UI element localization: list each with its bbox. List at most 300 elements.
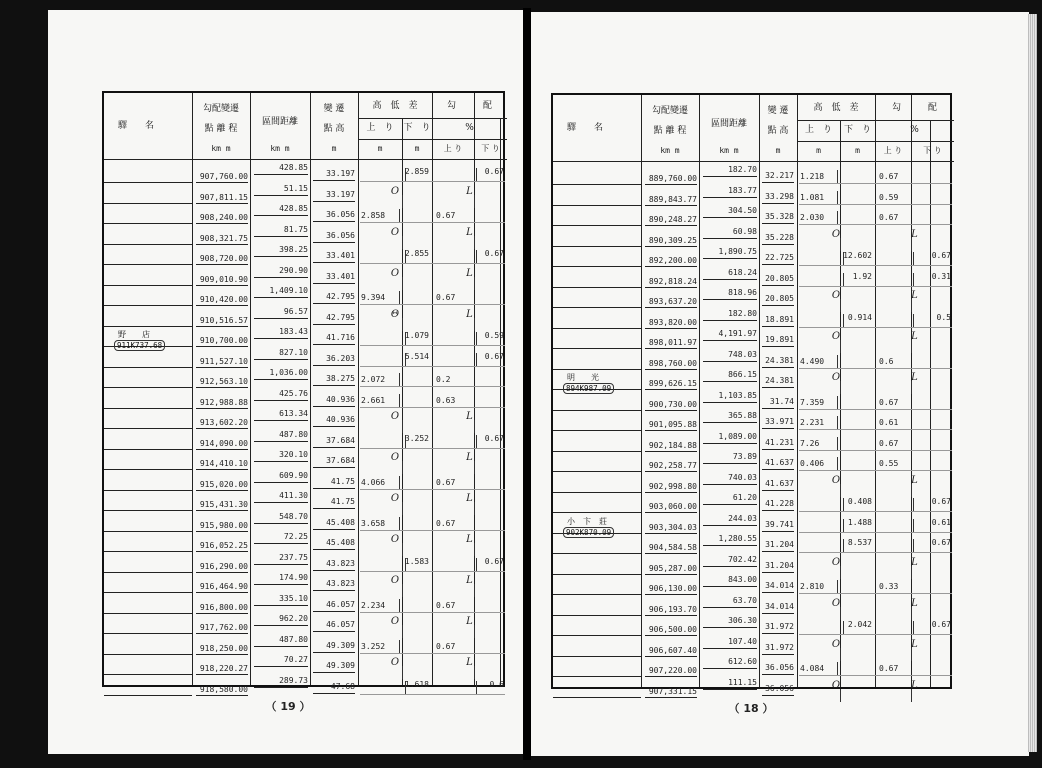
elevation-value: 43.823 <box>326 579 355 588</box>
interval-value: 237.75 <box>279 552 308 562</box>
up-gradient-value: 0.2 <box>436 375 451 384</box>
interval-value: 73.89 <box>732 452 757 461</box>
gradient-point-value: 892,200.00 <box>648 256 697 265</box>
diff-underline <box>799 265 952 266</box>
interval-underline <box>254 666 308 667</box>
divider-tick <box>399 373 400 386</box>
column-line <box>310 93 311 685</box>
down-diff-value: 8.537 <box>847 538 872 547</box>
divider-tick <box>840 299 841 312</box>
elevation-underline <box>313 672 355 673</box>
interval-value: 183.77 <box>728 185 757 195</box>
point-underline <box>645 389 697 390</box>
divider-tick <box>837 396 838 409</box>
elevation-value: 31.74 <box>769 396 794 406</box>
up-diff-value: 2.661 <box>361 395 386 405</box>
down-diff-value: 1.079 <box>404 331 429 340</box>
elevation-underline <box>762 654 794 655</box>
station-row-line <box>104 449 192 450</box>
diff-underline <box>360 366 505 367</box>
interval-underline <box>254 482 308 483</box>
gradient-point-value: 907,811.15 <box>199 192 248 202</box>
interval-value: 60.98 <box>732 226 757 236</box>
level-mark: Θ <box>390 308 400 320</box>
interval-underline <box>254 502 308 503</box>
station-row-line <box>104 326 192 327</box>
interval-underline <box>254 523 308 524</box>
elevation-value: 36.056 <box>765 663 794 672</box>
divider-tick <box>405 353 406 366</box>
elevation-value: 47.68 <box>330 681 355 691</box>
elevation-value: 41.637 <box>765 458 794 467</box>
up-gradient-value: 0.67 <box>436 641 456 651</box>
interval-underline <box>254 646 308 647</box>
level-mark: O <box>390 657 400 668</box>
down-gradient-value: 0.67 <box>484 249 504 258</box>
header-line <box>797 141 954 142</box>
divider-tick <box>476 250 477 263</box>
gradient-point-value: 903,060.00 <box>648 502 697 511</box>
interval-underline <box>254 256 308 257</box>
elevation-underline <box>313 426 355 427</box>
station-row-line <box>553 594 641 595</box>
up-header: 上 り <box>366 123 394 133</box>
elevation-underline <box>313 652 355 653</box>
point-underline <box>645 656 697 657</box>
divider-tick <box>474 236 475 249</box>
elevation-value: 41.228 <box>765 499 794 508</box>
elevation-underline <box>762 613 794 614</box>
level-gradient-mark: L <box>466 267 473 279</box>
interval-underline <box>703 607 757 608</box>
divider-tick <box>399 517 400 530</box>
elevation-value: 42.795 <box>326 292 355 301</box>
interval-value: 335.10 <box>279 593 308 603</box>
diff-underline <box>360 181 505 182</box>
interval-underline <box>703 381 757 382</box>
up-gradient-value: 0.67 <box>436 518 456 528</box>
interval-value: 111.15 <box>728 677 757 687</box>
station-row-line <box>553 287 641 288</box>
page-number: （ 19 ） <box>265 700 311 713</box>
gradient-point-value: 890,309.25 <box>648 235 697 245</box>
divider-tick <box>913 519 914 532</box>
diff-underline <box>360 304 505 305</box>
elevation-value: 24.381 <box>765 376 794 385</box>
elevation-value: 31.972 <box>765 642 794 652</box>
divider-tick <box>911 566 912 579</box>
elevation-value: 31.204 <box>765 560 794 570</box>
level-mark: O <box>390 226 400 238</box>
gradient-point-value: 900,730.00 <box>648 399 697 409</box>
up-gradient-value: 0.67 <box>879 438 899 448</box>
point-underline <box>645 451 697 452</box>
level-gradient-mark: L <box>911 638 918 650</box>
point-underline <box>645 328 697 329</box>
level-gradient-mark: L <box>911 556 918 568</box>
interval-underline <box>703 422 757 423</box>
gradient-point-value: 917,762.00 <box>199 623 248 632</box>
elevation-underline <box>762 592 794 593</box>
elevation-underline <box>313 283 355 284</box>
interval-value: 612.60 <box>728 657 757 666</box>
up-diff-value: 4.490 <box>800 356 825 366</box>
up-gradient-value: 0.6 <box>879 356 894 366</box>
divider-tick <box>837 191 838 204</box>
divider-tick <box>399 291 400 304</box>
level-mark: O <box>831 228 841 240</box>
elevation-value: 46.057 <box>326 620 355 629</box>
elevation-value: 31.204 <box>765 540 794 549</box>
gradient-table-right <box>551 93 952 696</box>
up-gradient-value: 0.33 <box>879 582 899 591</box>
gradient-point-value: 916,800.00 <box>199 602 248 612</box>
down-diff-value: 0.914 <box>847 312 872 322</box>
gradient-point-value: 910,420.00 <box>199 295 248 304</box>
level-gradient-mark: L <box>911 228 918 240</box>
gradient-point-value: 904,584.58 <box>648 543 697 552</box>
up-short-label: 上 り <box>443 144 463 153</box>
point-underline <box>196 326 248 327</box>
elevation-value: 39.741 <box>765 519 794 529</box>
station-row-line <box>104 223 192 224</box>
interval-underline <box>703 504 757 505</box>
elevation-underline <box>762 285 794 286</box>
point-underline <box>196 572 248 573</box>
elevation-value: 45.408 <box>326 517 355 527</box>
gradient-point-value: 909,010.90 <box>199 274 248 284</box>
elevation-underline <box>313 549 355 550</box>
level-gradient-mark: L <box>911 679 918 691</box>
gradient-header: 勾 配 <box>446 101 492 111</box>
down-diff-value: 0.408 <box>847 497 872 506</box>
point-underline <box>645 287 697 288</box>
interval-value: 487.80 <box>279 429 308 439</box>
divider-tick <box>474 666 475 679</box>
divider-tick <box>911 689 912 702</box>
right-page <box>531 12 1029 756</box>
elevation-underline <box>313 242 355 243</box>
gradient-point-value: 898,760.00 <box>648 358 697 368</box>
divider-tick <box>837 662 838 675</box>
point-underline <box>645 246 697 247</box>
column-line <box>500 118 501 685</box>
level-mark: O <box>831 679 841 691</box>
interval-underline <box>254 687 308 688</box>
elevation-underline <box>762 490 794 491</box>
elevation-value: 41.75 <box>330 476 355 486</box>
gradient-point-value: 902,998.80 <box>648 481 697 491</box>
interval-header: 區間距離 <box>710 119 747 129</box>
book-spine <box>523 8 531 760</box>
divider-tick <box>843 273 844 286</box>
elevation-underline <box>313 529 355 530</box>
interval-underline <box>703 320 757 321</box>
divider-tick <box>399 209 400 222</box>
elevation-value: 43.823 <box>326 558 355 568</box>
point-underline <box>645 512 697 513</box>
up-diff-value: 1.218 <box>800 172 825 181</box>
station-row-line <box>553 512 641 513</box>
up-gradient-value: 0.67 <box>436 477 456 487</box>
divider-tick <box>474 195 475 208</box>
gradient-point-value: 889,760.00 <box>648 174 697 183</box>
divider-tick <box>476 681 477 694</box>
interval-underline <box>703 689 757 690</box>
gradient-point-value: 890,248.27 <box>648 215 697 224</box>
interval-value: 61.20 <box>732 493 757 502</box>
station-row-line <box>104 551 192 552</box>
divider-tick <box>843 314 844 327</box>
elevation-underline <box>313 262 355 263</box>
divider-tick <box>840 566 841 579</box>
elevation-underline <box>762 387 794 388</box>
elevation-value: 42.795 <box>326 312 355 322</box>
point-underline <box>196 654 248 655</box>
station-row-line <box>553 225 641 226</box>
divider-tick <box>474 543 475 556</box>
station-row-line <box>104 490 192 491</box>
up-gradient-value: 0.67 <box>879 213 899 222</box>
elevation-value: 45.408 <box>326 538 355 547</box>
station-row-line <box>553 656 641 657</box>
column-line <box>759 95 760 687</box>
up-diff-value: 0.406 <box>800 459 825 468</box>
unit-label: m <box>775 146 781 155</box>
diff-underline <box>360 345 505 346</box>
level-gradient-mark: L <box>466 226 473 238</box>
interval-value: 827.10 <box>279 347 308 357</box>
divider-tick <box>402 195 403 208</box>
interval-underline <box>254 277 308 278</box>
point-underline <box>196 531 248 532</box>
down-gradient-value: 0.67 <box>484 351 504 361</box>
gradient-point-value: 910,516.57 <box>199 315 248 325</box>
diff-underline <box>799 532 952 533</box>
interval-underline <box>254 461 308 462</box>
interval-value: 428.85 <box>279 204 308 213</box>
divider-tick <box>399 394 400 407</box>
point-underline <box>645 205 697 206</box>
elevation-underline <box>762 428 794 429</box>
elevation-value: 33.197 <box>326 189 355 199</box>
gradient-point-value: 916,290.00 <box>199 561 248 571</box>
elevation-value: 34.014 <box>765 581 794 590</box>
level-gradient-mark: L <box>911 372 918 383</box>
divider-tick <box>402 236 403 249</box>
gradient-point-value: 907,331.15 <box>648 686 697 696</box>
down-diff-value: 1.488 <box>847 517 872 527</box>
divider-tick <box>913 621 914 634</box>
gradient-point-value: 914,410.10 <box>199 459 248 468</box>
interval-underline <box>254 297 308 298</box>
divider-tick <box>405 435 406 448</box>
divider-tick <box>843 498 844 511</box>
elevation-underline <box>313 631 355 632</box>
column-line <box>358 93 359 685</box>
elevation-value: 33.197 <box>326 169 355 178</box>
elevation-value: 31.972 <box>765 622 794 631</box>
up-diff-value: 2.810 <box>800 582 825 591</box>
divider-tick <box>840 689 841 702</box>
point-underline <box>196 346 248 347</box>
diff-underline <box>799 286 952 287</box>
interval-underline <box>254 605 308 606</box>
interval-value: 411.30 <box>279 491 308 500</box>
interval-value: 289.73 <box>279 675 308 685</box>
interval-underline <box>254 174 308 175</box>
divider-tick <box>402 502 403 515</box>
elevation-value: 34.014 <box>765 601 794 611</box>
point-underline <box>196 695 248 696</box>
station-row-line <box>553 471 641 472</box>
station-row-line <box>104 264 192 265</box>
diff-underline <box>799 634 952 635</box>
down-diff-value: 2.042 <box>847 620 872 629</box>
divider-tick <box>840 340 841 353</box>
divider-tick <box>402 318 403 331</box>
elevation-value: 49.309 <box>326 661 355 670</box>
station-row-line <box>104 510 192 511</box>
divider-tick <box>476 558 477 571</box>
interval-value: 306.30 <box>728 616 757 625</box>
gradient-point-value: 906,607.40 <box>648 645 697 655</box>
gradient-point-value: 916,464.90 <box>199 582 248 591</box>
gradient-point-value: 918,220.27 <box>199 664 248 673</box>
level-gradient-mark: L <box>466 616 473 627</box>
down-gradient-value: 0.67 <box>931 251 951 260</box>
unit-label: m <box>377 144 383 153</box>
up-gradient-value: 0.67 <box>879 664 899 673</box>
gradient-point-value: 906,130.00 <box>648 584 697 593</box>
station-row-line <box>104 285 192 286</box>
elevation-value: 33.401 <box>326 271 355 281</box>
level-mark: O <box>390 616 400 627</box>
divider-tick <box>405 681 406 694</box>
station-row-line <box>553 492 641 493</box>
interval-underline <box>703 176 757 177</box>
divider-tick <box>911 299 912 312</box>
station-row-line <box>553 676 641 677</box>
level-mark: O <box>831 556 841 568</box>
up-diff-value: 7.26 <box>800 438 820 448</box>
point-underline <box>196 244 248 245</box>
gradient-point-value: 913,602.20 <box>199 418 248 427</box>
level-mark: O <box>831 638 841 650</box>
interval-underline <box>703 402 757 403</box>
level-gradient-mark: L <box>911 290 918 301</box>
divider-tick <box>840 381 841 394</box>
up-gradient-value: 0.55 <box>879 459 899 468</box>
elevation-underline <box>313 488 355 489</box>
down-diff-value: 3.252 <box>404 433 429 443</box>
up-diff-value: 1.081 <box>800 192 825 202</box>
down-gradient-value: 0.67 <box>931 620 951 629</box>
point-underline <box>196 387 248 388</box>
down-gradient-value: 0.6 <box>489 679 504 689</box>
interval-value: 548.70 <box>279 511 308 521</box>
station-row-line <box>104 182 192 183</box>
station-header: 驛 名 <box>118 121 155 131</box>
level-gradient-mark: L <box>911 474 918 486</box>
level-mark: O <box>390 493 400 504</box>
gradient-point-value: 893,820.00 <box>648 317 697 327</box>
interval-value: 4,191.97 <box>718 329 757 338</box>
elevation-underline <box>762 551 794 552</box>
interval-underline <box>254 359 308 360</box>
diff-underline <box>360 222 505 223</box>
station-row-line <box>104 695 192 696</box>
interval-header: 區間距離 <box>261 117 298 127</box>
divider-tick <box>474 461 475 474</box>
gradient-point-value: 908,720.00 <box>199 254 248 263</box>
station-km: 894K987.09 <box>563 383 614 394</box>
station-row-line <box>553 553 641 554</box>
station-row-line <box>553 369 641 370</box>
diff-underline <box>360 612 505 613</box>
interval-value: 81.75 <box>283 224 308 234</box>
unit-label: m <box>855 146 860 155</box>
divider-tick <box>405 558 406 571</box>
gradient-point-value: 907,760.00 <box>199 172 248 181</box>
up-diff-value: 3.252 <box>361 641 386 651</box>
interval-value: 182.70 <box>728 165 757 174</box>
interval-value: 70.27 <box>283 655 308 664</box>
left-page <box>48 10 523 754</box>
elevation-underline <box>313 221 355 222</box>
elevation-value: 19.891 <box>765 335 794 344</box>
elevation-underline <box>762 244 794 245</box>
gradient-point-value: 889,843.77 <box>648 194 697 204</box>
station-row-line <box>553 246 641 247</box>
unit-label: m <box>414 144 420 153</box>
gradient-table-left <box>102 91 505 694</box>
gradient-point-header: 點 離 程 <box>653 126 687 136</box>
elevation-value: 33.401 <box>326 251 355 260</box>
station-row-line <box>104 408 192 409</box>
divider-tick <box>911 607 912 620</box>
diff-underline <box>360 653 505 654</box>
up-short-label: 上 り <box>883 146 903 155</box>
diff-underline <box>799 450 952 451</box>
elevation-value: 20.805 <box>765 294 794 303</box>
interval-underline <box>703 340 757 341</box>
station-row-line <box>104 633 192 634</box>
gradient-point-value: 915,020.00 <box>199 479 248 489</box>
level-mark: O <box>390 185 400 197</box>
up-diff-value: 2.072 <box>361 375 386 384</box>
gradient-point-value: 892,818.24 <box>648 276 697 286</box>
station-header: 驛 名 <box>567 123 604 133</box>
divider-tick <box>913 314 914 327</box>
down-diff-value: 2.855 <box>404 249 429 258</box>
gradient-point-value: 910,700.00 <box>199 336 248 345</box>
up-diff-value: 2.030 <box>800 213 825 222</box>
point-underline <box>645 492 697 493</box>
point-underline <box>645 615 697 616</box>
interval-value: 843.00 <box>728 575 757 584</box>
down-short-label: 下 り <box>923 146 942 155</box>
interval-value: 428.85 <box>279 163 308 172</box>
station-row-line <box>104 531 192 532</box>
level-mark: O <box>831 372 841 383</box>
up-diff-value: 4.084 <box>800 664 825 673</box>
elevation-underline <box>313 180 355 181</box>
gradient-point-header: 點 離 程 <box>204 124 238 134</box>
interval-underline <box>703 586 757 587</box>
interval-underline <box>703 238 757 239</box>
interval-underline <box>703 197 757 198</box>
